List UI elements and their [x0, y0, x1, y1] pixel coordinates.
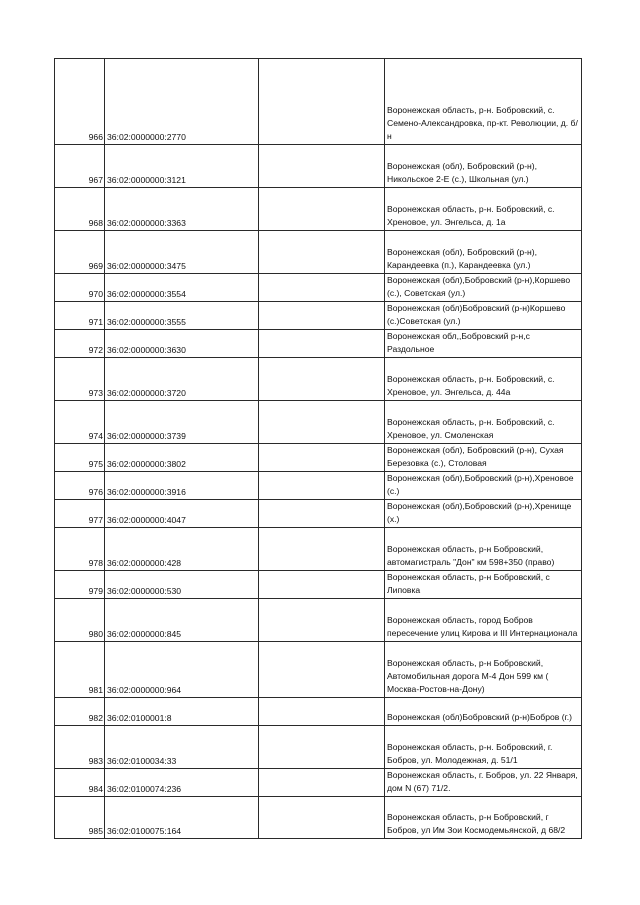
table-row: [55, 472, 582, 500]
cadastral-number: 36:02:0000000:964: [105, 642, 259, 698]
empty-cell: [259, 797, 385, 839]
table-row: [55, 642, 582, 698]
row-number: 982: [55, 698, 105, 726]
address-cell: Воронежская область, р-н. Бобровский, г. Бобров, ул. Молодежная, д. 51/1: [385, 726, 582, 769]
table-row: [55, 145, 582, 188]
cadastral-number: 36:02:0000000:3630: [105, 330, 259, 358]
table-row: [55, 571, 582, 599]
address-cell: Воронежская область, р-н. Бобровский, с. Хреновое, ул. Смоленская: [385, 401, 582, 444]
row-number: 972: [55, 330, 105, 358]
address-cell: Воронежская (обл)Бобровский (р-н)Коршево (с.)Советская (ул.): [385, 302, 582, 330]
table-row: [55, 528, 582, 571]
table-row: [55, 500, 582, 528]
cadastral-number: 36:02:0100034:33: [105, 726, 259, 769]
table-row: [55, 358, 582, 401]
empty-cell: [259, 642, 385, 698]
cadastral-number: 36:02:0000000:2770: [105, 59, 259, 145]
row-number: 968: [55, 188, 105, 231]
cadastral-number: 36:02:0000000:3720: [105, 358, 259, 401]
empty-cell: [259, 302, 385, 330]
empty-cell: [259, 472, 385, 500]
cadastral-number: 36:02:0000000:3802: [105, 444, 259, 472]
empty-cell: [259, 231, 385, 274]
table-row: [55, 188, 582, 231]
empty-cell: [259, 599, 385, 642]
table-body: [55, 59, 582, 839]
address-cell: Воронежская (обл),Бобровский (р-н),Хренище (х.): [385, 500, 582, 528]
row-number: 984: [55, 769, 105, 797]
table-row: [55, 769, 582, 797]
address-cell: Воронежская (обл),Бобровский (р-н),Коршево (с.), Советская (ул.): [385, 274, 582, 302]
row-number: 985: [55, 797, 105, 839]
table-row: [55, 698, 582, 726]
table-row: [55, 231, 582, 274]
empty-cell: [259, 500, 385, 528]
address-cell: Воронежская область, город Бобров пересечение улиц Кирова и III Интернационала: [385, 599, 582, 642]
empty-cell: [259, 571, 385, 599]
cadastral-number: 36:02:0000000:3555: [105, 302, 259, 330]
empty-cell: [259, 274, 385, 302]
empty-cell: [259, 528, 385, 571]
cadastral-number: 36:02:0000000:530: [105, 571, 259, 599]
address-cell: Воронежская (обл), Бобровский (р-н), Сухая Березовка (с.), Столовая: [385, 444, 582, 472]
cadastral-number: 36:02:0000000:3475: [105, 231, 259, 274]
address-cell: Воронежская область, г. Бобров, ул. 22 Января, дом N (67) 71/2.: [385, 769, 582, 797]
table-row: [55, 726, 582, 769]
table-row: [55, 797, 582, 839]
row-number: 970: [55, 274, 105, 302]
row-number: 979: [55, 571, 105, 599]
row-number: 966: [55, 59, 105, 145]
cadastral-number: 36:02:0100074:236: [105, 769, 259, 797]
row-number: 976: [55, 472, 105, 500]
table-row: [55, 330, 582, 358]
row-number: 981: [55, 642, 105, 698]
address-cell: Воронежская обл,,Бобровский р-н,с Раздольное: [385, 330, 582, 358]
row-number: 977: [55, 500, 105, 528]
empty-cell: [259, 358, 385, 401]
table-row: [55, 274, 582, 302]
registry-table: [54, 58, 582, 839]
row-number: 974: [55, 401, 105, 444]
cadastral-number: 36:02:0100075:164: [105, 797, 259, 839]
address-cell: Воронежская область, р-н. Бобровский, с. Хреновое, ул. Энгельса, д. 44а: [385, 358, 582, 401]
empty-cell: [259, 59, 385, 145]
table-row: [55, 401, 582, 444]
address-cell: Воронежская область, р-н Бобровский, автомагистраль "Дон" км 598+350 (право): [385, 528, 582, 571]
cadastral-number: 36:02:0000000:428: [105, 528, 259, 571]
cadastral-number: 36:02:0000000:3916: [105, 472, 259, 500]
cadastral-number: 36:02:0000000:845: [105, 599, 259, 642]
row-number: 967: [55, 145, 105, 188]
address-cell: Воронежская область, р-н. Бобровский, с. Хреновое, ул. Энгельса, д. 1а: [385, 188, 582, 231]
row-number: 978: [55, 528, 105, 571]
empty-cell: [259, 330, 385, 358]
table-row: [55, 59, 582, 145]
table-row: [55, 302, 582, 330]
address-cell: Воронежская область, р-н Бобровский, г Бобров, ул Им Зои Космодемьянской, д 68/2: [385, 797, 582, 839]
address-cell: Воронежская (обл), Бобровский (р-н), Карандеевка (п.), Карандеевка (ул.): [385, 231, 582, 274]
empty-cell: [259, 188, 385, 231]
cadastral-number: 36:02:0000000:3739: [105, 401, 259, 444]
table-row: [55, 444, 582, 472]
address-cell: Воронежская (обл)Бобровский (р-н)Бобров (г.): [385, 698, 582, 726]
row-number: 971: [55, 302, 105, 330]
row-number: 973: [55, 358, 105, 401]
address-cell: Воронежская область, р-н. Бобровский, с. Семено-Александровка, пр-кт. Революции, д. б/н: [385, 59, 582, 145]
row-number: 983: [55, 726, 105, 769]
row-number: 980: [55, 599, 105, 642]
table-row: [55, 599, 582, 642]
row-number: 975: [55, 444, 105, 472]
address-cell: Воронежская область, р-н Бобровский, с Липовка: [385, 571, 582, 599]
address-cell: Воронежская (обл),Бобровский (р-н),Хреновое (с.): [385, 472, 582, 500]
cadastral-number: 36:02:0000000:3121: [105, 145, 259, 188]
cadastral-number: 36:02:0000000:4047: [105, 500, 259, 528]
row-number: 969: [55, 231, 105, 274]
empty-cell: [259, 698, 385, 726]
empty-cell: [259, 726, 385, 769]
cadastral-number: 36:02:0100001:8: [105, 698, 259, 726]
address-cell: Воронежская (обл), Бобровский (р-н), Никольское 2-Е (с.), Школьная (ул.): [385, 145, 582, 188]
cadastral-number: 36:02:0000000:3363: [105, 188, 259, 231]
empty-cell: [259, 401, 385, 444]
address-cell: Воронежская область, р-н Бобровский, Автомобильная дорога М-4 Дон 599 км ( Москва-Ростов-на-Дону): [385, 642, 582, 698]
cadastral-number: 36:02:0000000:3554: [105, 274, 259, 302]
empty-cell: [259, 145, 385, 188]
empty-cell: [259, 444, 385, 472]
empty-cell: [259, 769, 385, 797]
